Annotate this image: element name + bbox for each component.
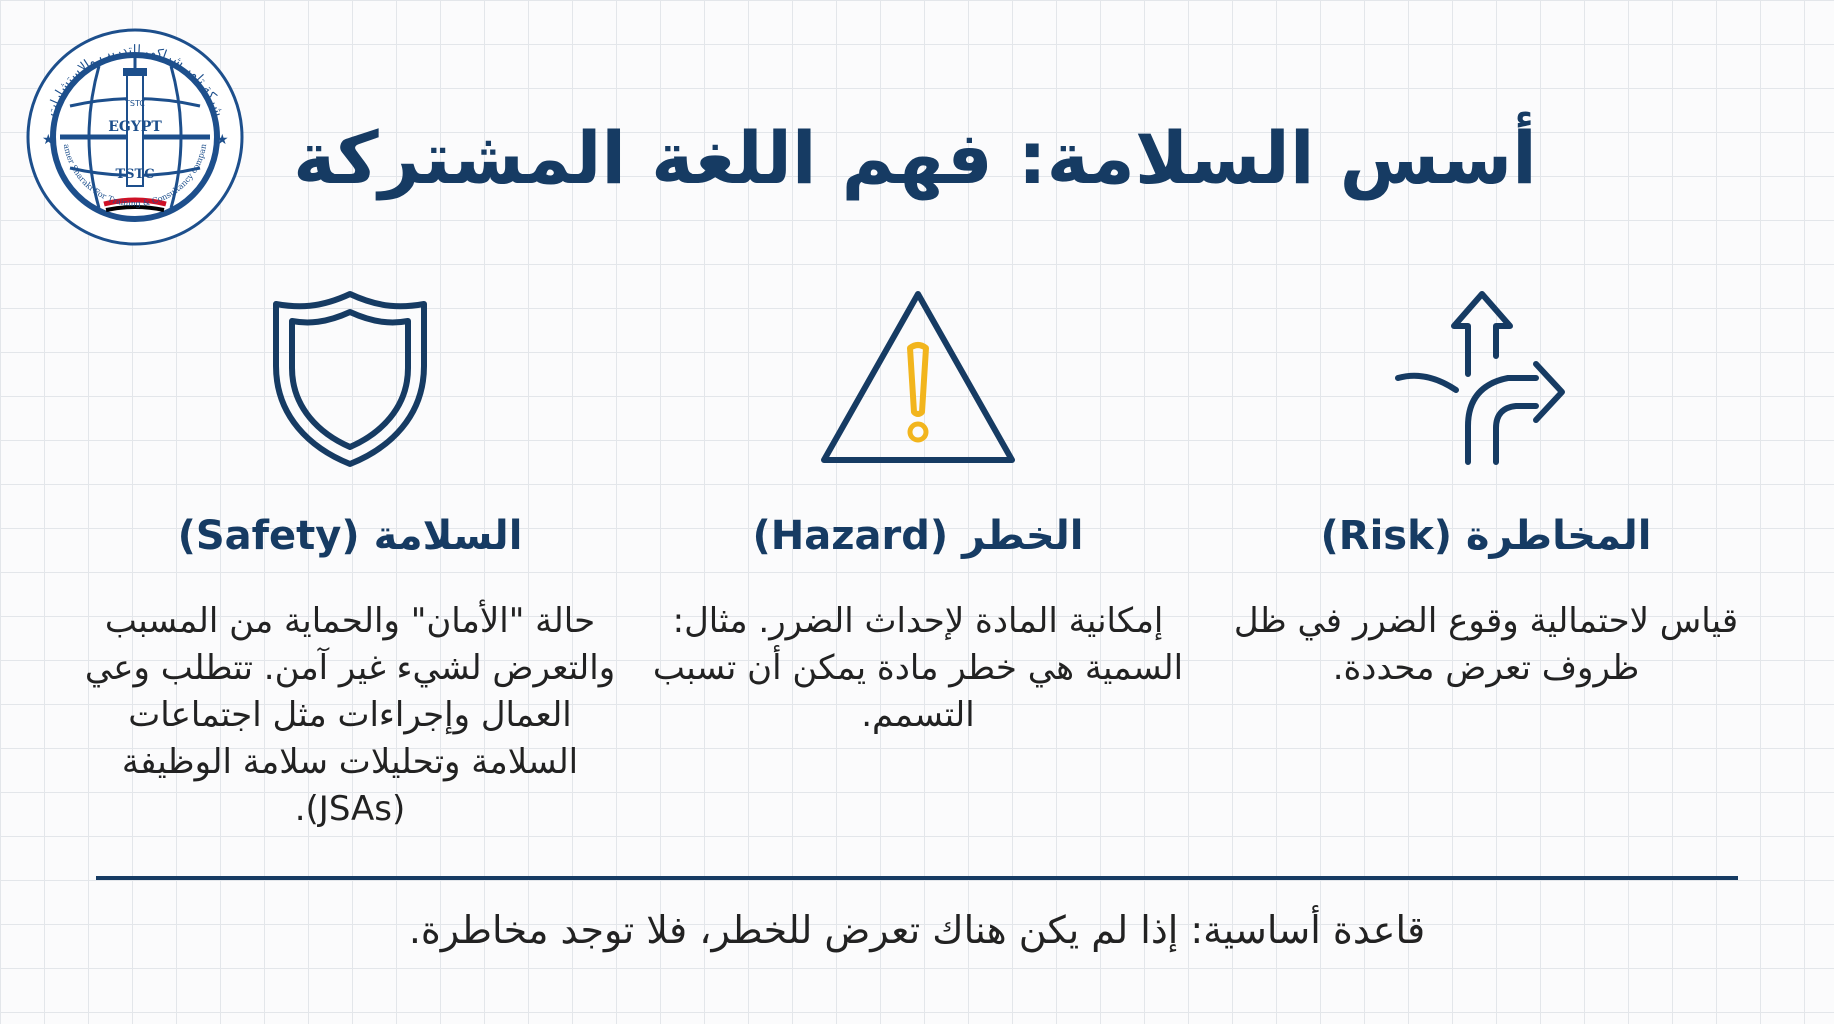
safety-description: حالة "الأمان" والحماية من المسبب والتعرض لشيء غير آمن. تتطلب وعي العمال وإجراءات مثل اجتماعات السلامة وتحليلات سلامة الوظيفة (JSAs).: [84, 601, 616, 829]
diverging-arrows-icon: [1386, 286, 1586, 476]
logo-abbr: TSTC: [115, 167, 155, 182]
hazard-title: الخطر (Hazard): [752, 513, 1084, 559]
safety-card: [70, 286, 630, 856]
logo-arabic-arc-text: شركة تامر شراكي للتدريب والاستشارات: [43, 42, 227, 119]
risk-description: قياس لاحتمالية وقوع الضرر في ظل ظروف تعرض محددة.: [1233, 601, 1739, 688]
warning-triangle-icon: [818, 286, 1018, 476]
logo-english-arc-text: amer Sharaki For Training & Consultancy compan: [61, 143, 209, 209]
hazard-card: [638, 286, 1198, 856]
basic-rule: قاعدة أساسية: إذا لم يكن هناك تعرض للخطر، فلا توجد مخاطرة.: [408, 908, 1426, 952]
svg-text:★: ★: [42, 132, 55, 148]
logo-country: EGYPT: [108, 119, 162, 135]
risk-title: المخاطرة (Risk): [1320, 513, 1652, 559]
logo-pillar-letters: TSTC: [125, 99, 145, 108]
safety-title: السلامة (Safety): [177, 513, 523, 559]
shield-icon: [250, 286, 450, 476]
svg-text:★: ★: [216, 132, 229, 148]
lighthouse-globe-icon: [24, 26, 246, 248]
hazard-description: إمكانية المادة لإحداث الضرر. مثال: السمية هي خطر مادة يمكن أن تسبب التسمم.: [652, 601, 1184, 735]
page-title: أسس السلامة: فهم اللغة المشتركة: [293, 116, 1537, 200]
risk-card: [1206, 286, 1766, 856]
divider-line: [96, 876, 1738, 880]
company-logo: [24, 26, 246, 248]
